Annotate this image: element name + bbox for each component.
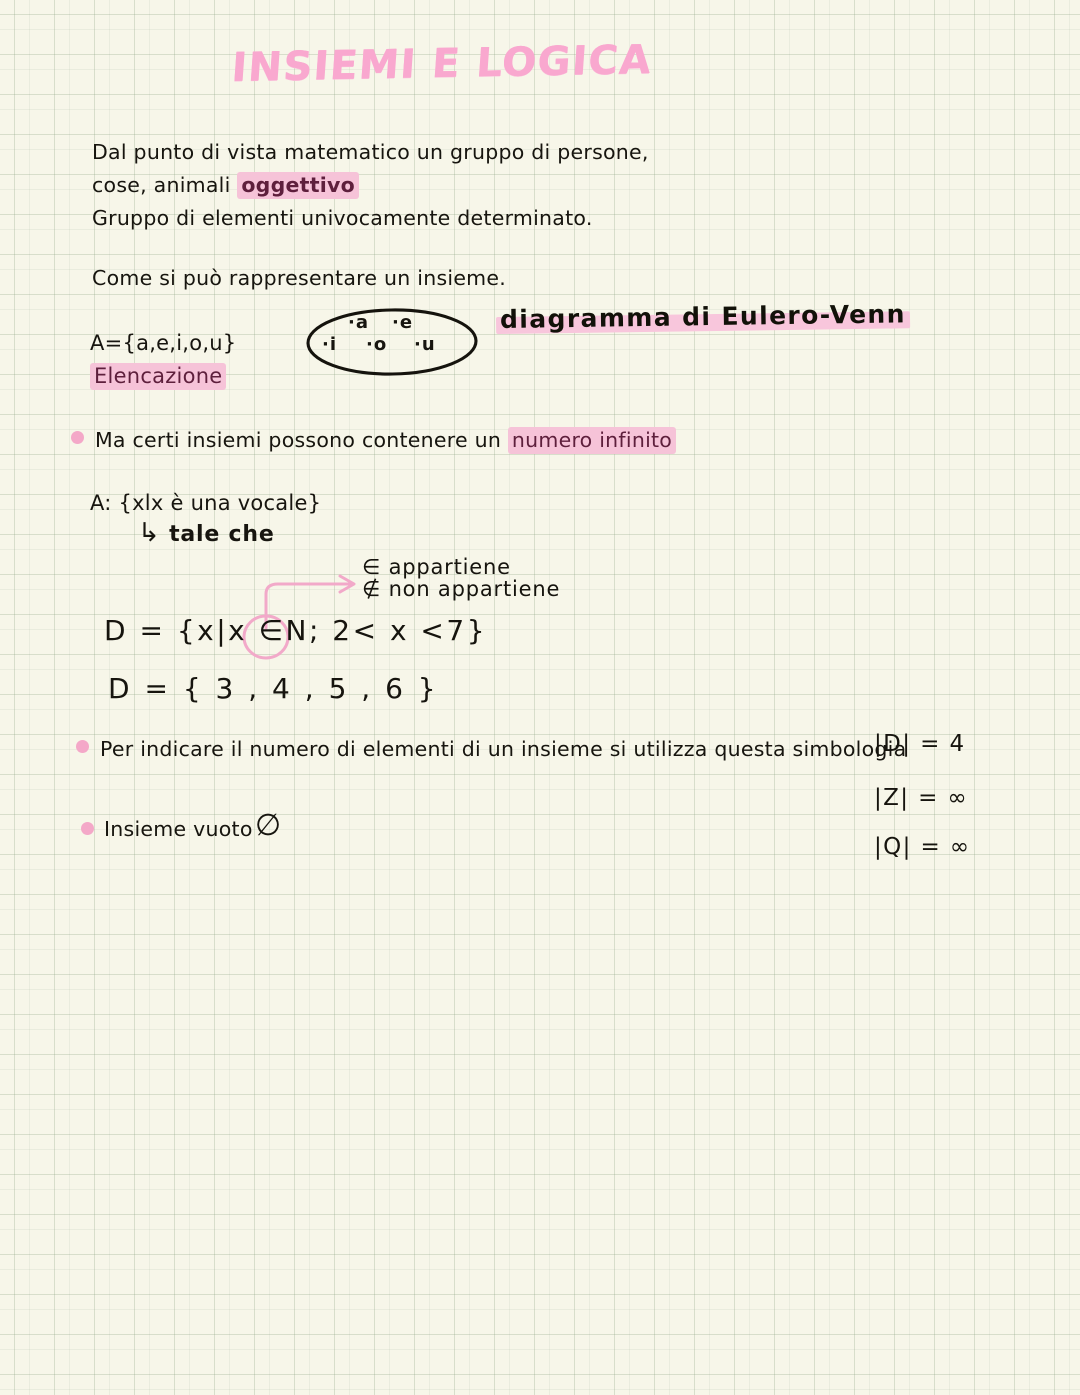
venn-label	[500, 299, 906, 334]
bullet-icon-infinite	[71, 431, 84, 444]
venn-element-u: ·u	[414, 334, 436, 355]
venn-element-e: ·e	[392, 312, 414, 333]
arrow-down-right-icon: ↳	[138, 518, 161, 548]
venn-element-i: ·i	[322, 334, 338, 355]
intro-line-1: Dal punto di vista matematico un gruppo di persone,	[92, 140, 649, 164]
cardinality-z: |Z| = ∞	[874, 785, 969, 811]
intro-line-2-prefix: cose, animali	[92, 173, 238, 197]
venn-element-a: ·a	[348, 312, 369, 333]
highlight-oggettivo: oggettivo	[237, 172, 359, 199]
question-line: Come si può rappresentare un insieme.	[92, 266, 507, 290]
highlight-elencazione: Elencazione	[90, 363, 226, 390]
set-definition: A={a,e,i,o,u}	[90, 331, 237, 355]
intro-line-3: Gruppo di elementi univocamente determinato.	[92, 206, 593, 230]
tale-che-annotation	[138, 518, 275, 548]
equation-d-builder: D = {x|x ∈N; 2< x <7}	[104, 614, 488, 647]
set-builder-line: A: {xlx è una vocale}	[90, 491, 322, 515]
cardinality-d: |D| = 4	[874, 731, 966, 757]
empty-set-label: Insieme vuoto	[104, 817, 253, 841]
set-method	[90, 360, 226, 393]
equation-d-roster: D = { 3 , 4 , 5 , 6 }	[108, 672, 439, 705]
venn-label-text: diagramma di Eulero-Venn	[499, 299, 907, 334]
bullet-icon-empty-set	[81, 822, 94, 835]
bullet-infinite-text	[95, 424, 676, 457]
bullet-icon-cardinality	[76, 740, 89, 753]
bullet-infinite-prefix: Ma certi insiemi possono contenere un	[95, 428, 508, 452]
tale-che-label: tale che	[169, 522, 275, 547]
venn-element-o: ·o	[366, 334, 388, 355]
membership-not-belongs: ∉ non appartiene	[362, 577, 561, 601]
intro-line-2	[92, 169, 359, 202]
membership-belongs: ∈ appartiene	[362, 555, 511, 579]
bullet-cardinality-text: Per indicare il numero di elementi di un insieme si utilizza questa simbologia	[100, 737, 907, 761]
empty-set-symbol: ∅	[255, 808, 282, 843]
cardinality-q: |Q| = ∞	[874, 834, 971, 860]
page-title: INSIEMI E LOGICA	[230, 36, 654, 92]
highlight-numero-infinito: numero infinito	[508, 427, 676, 454]
